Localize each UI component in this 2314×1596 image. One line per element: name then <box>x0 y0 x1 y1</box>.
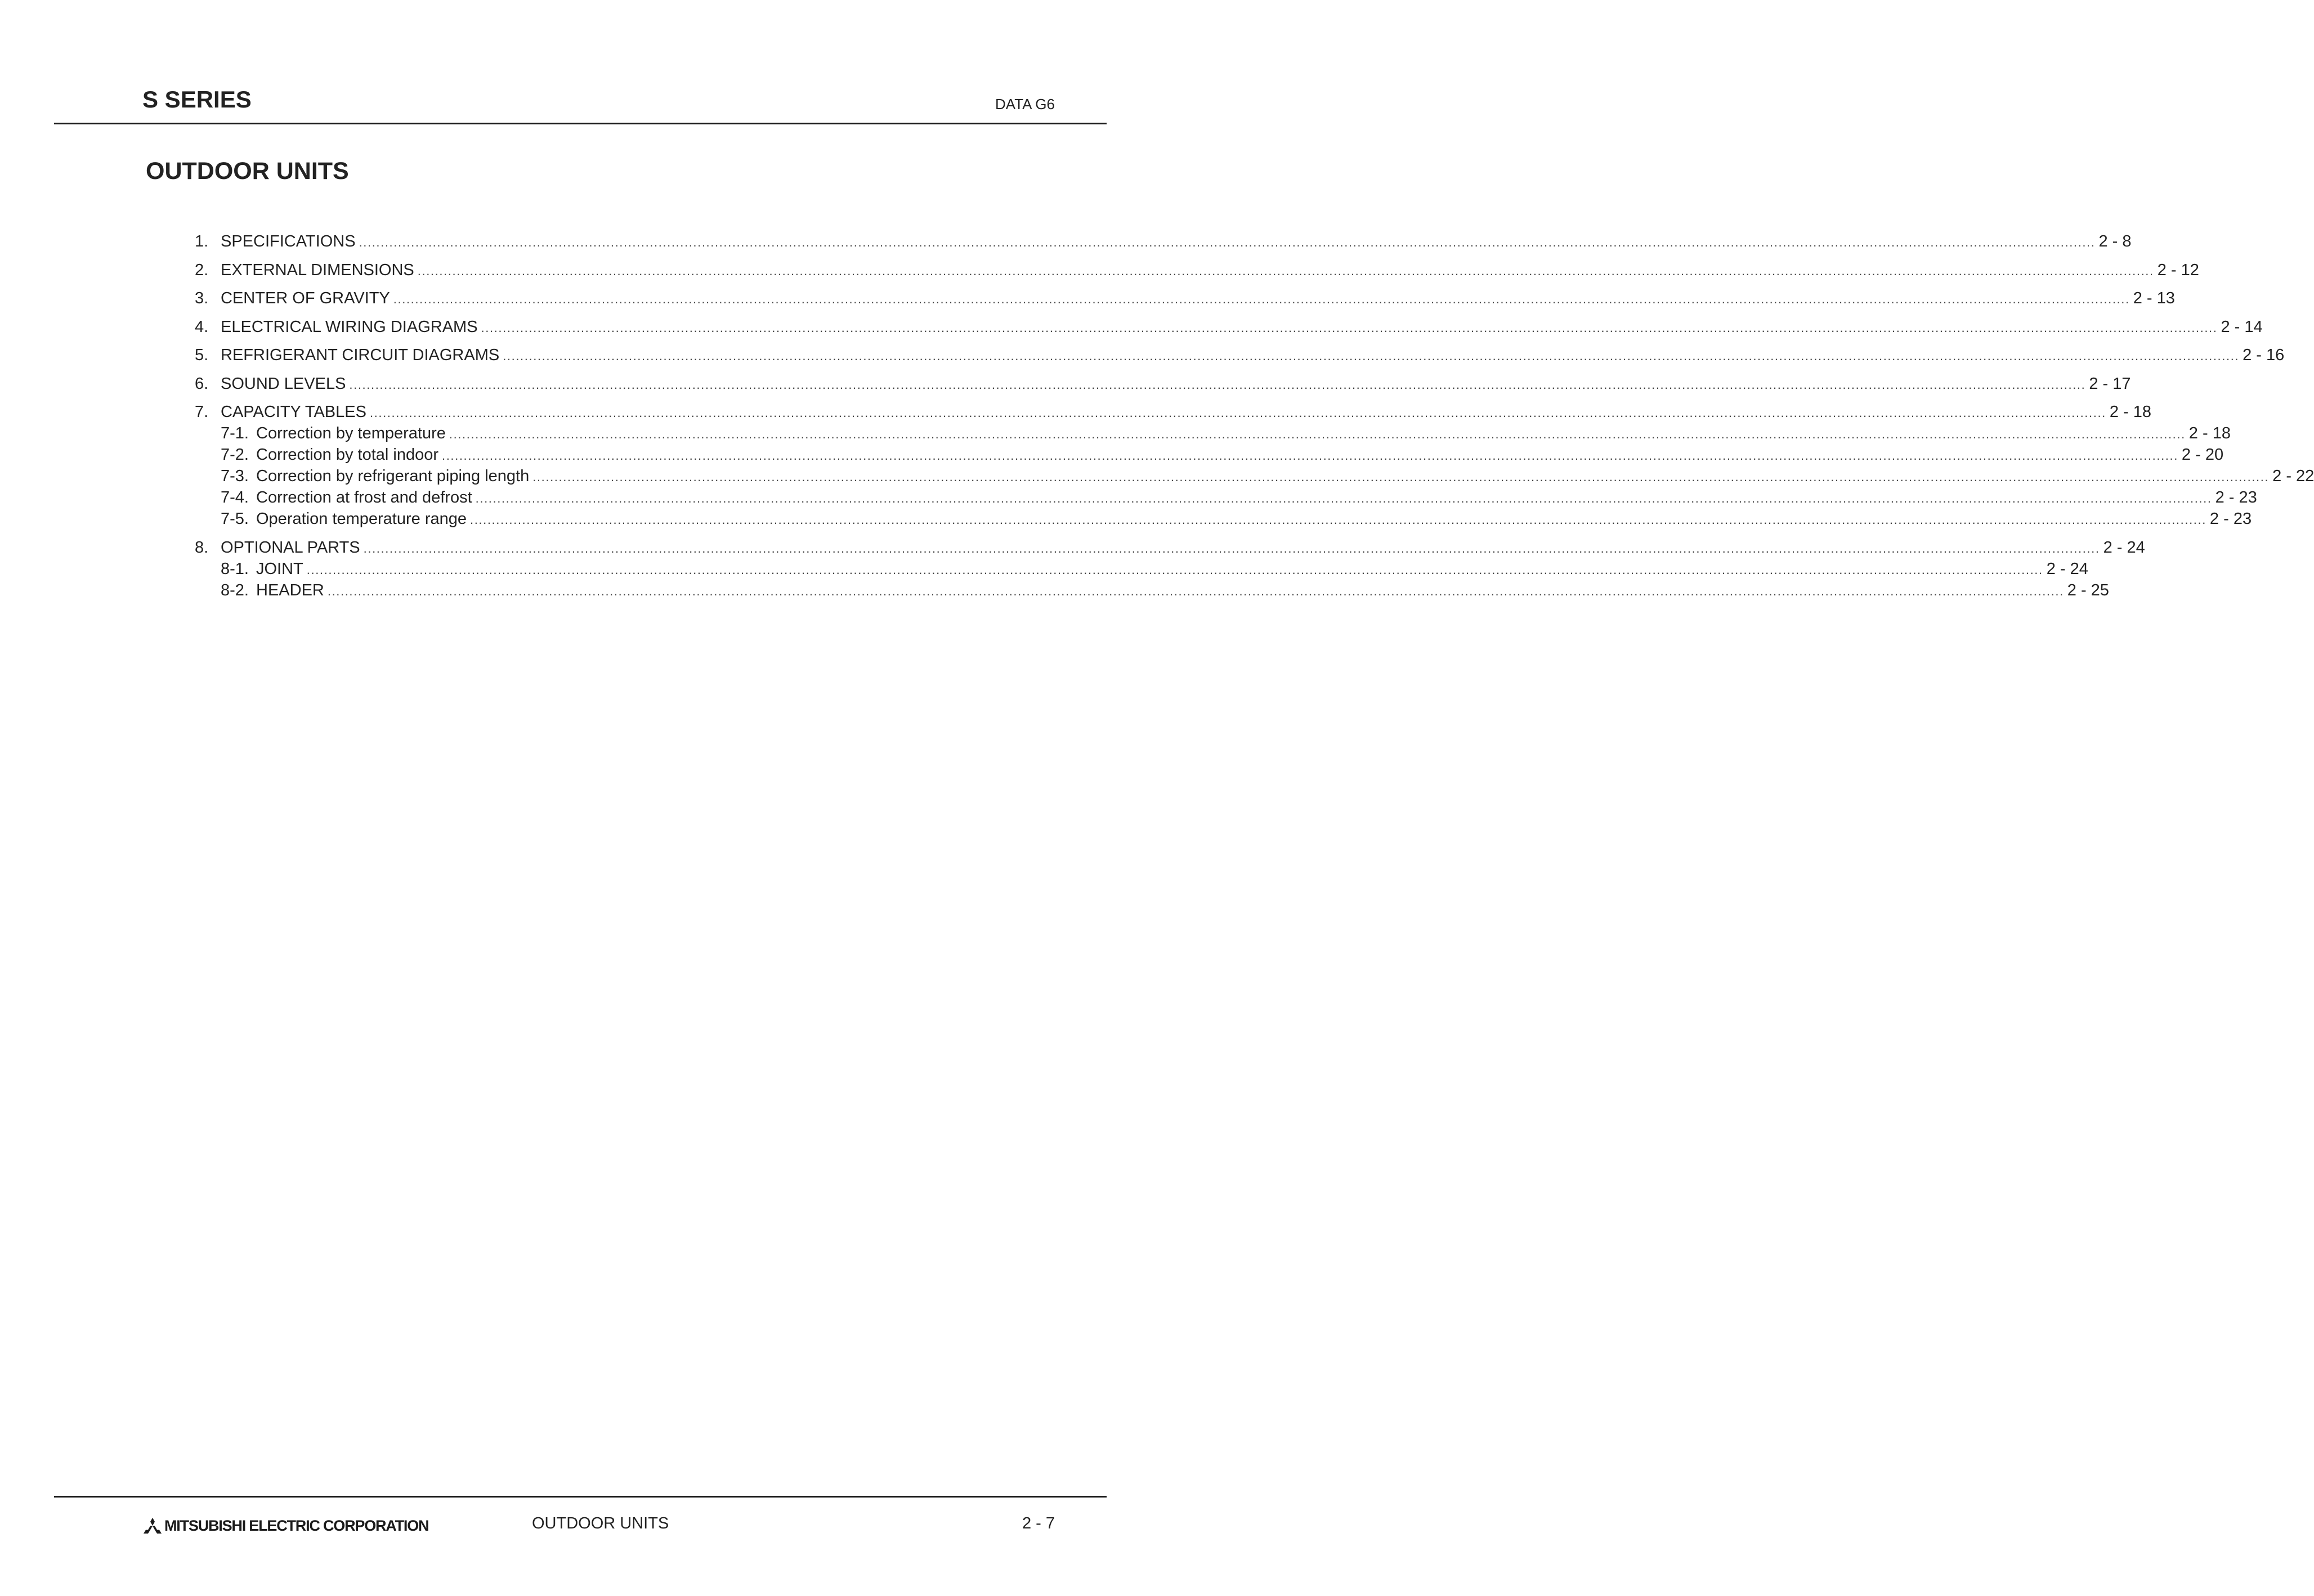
toc-leader-dots: ................................................................................................................................................................................................................................................................................................................................................................................................................ <box>306 562 2043 577</box>
toc-label: HEADER <box>256 581 324 599</box>
table-of-contents <box>195 231 2314 601</box>
company-name: MITSUBISHI ELECTRIC CORPORATION <box>164 1517 429 1534</box>
toc-label: CAPACITY TABLES <box>221 403 366 421</box>
toc-leader-dots: ................................................................................................................................................................................................................................................................................................................................................................................................................ <box>449 427 2186 441</box>
toc-label: REFRIGERANT CIRCUIT DIAGRAMS <box>221 346 500 364</box>
toc-entry-refrigerant-circuit-diagrams[interactable] <box>195 344 2285 366</box>
toc-number: 7. <box>195 403 209 421</box>
toc-leader-dots: ................................................................................................................................................................................................................................................................................................................................................................................................................ <box>363 541 2100 555</box>
toc-label: Correction by refrigerant piping length <box>256 467 530 485</box>
toc-page-number: 2 - 25 <box>2067 581 2109 599</box>
toc-page-number: 2 - 22 <box>2272 467 2314 485</box>
toc-label: JOINT <box>256 559 303 578</box>
toc-page-number: 2 - 13 <box>2133 289 2175 307</box>
toc-entry-specifications[interactable] <box>195 231 2132 252</box>
toc-entry-external-dimensions[interactable] <box>195 259 2199 281</box>
toc-page-number: 2 - 18 <box>2109 403 2152 421</box>
toc-page-number: 2 - 16 <box>2243 346 2285 364</box>
toc-number: 6. <box>195 374 209 393</box>
toc-label: OPTIONAL PARTS <box>221 538 360 557</box>
toc-number: 7-1. <box>221 424 249 442</box>
toc-entry-optional-parts[interactable] <box>195 537 2145 558</box>
toc-label: CENTER OF GRAVITY <box>221 289 390 307</box>
toc-number: 8. <box>195 538 209 557</box>
toc-leader-dots: ................................................................................................................................................................................................................................................................................................................................................................................................................ <box>532 470 2270 484</box>
toc-leader-dots: ................................................................................................................................................................................................................................................................................................................................................................................................................ <box>475 491 2212 505</box>
data-label: DATA G6 <box>995 96 1055 113</box>
toc-number: 4. <box>195 317 209 336</box>
toc-page-number: 2 - 20 <box>2181 446 2224 464</box>
toc-entry-electrical-wiring-diagrams[interactable] <box>195 316 2263 338</box>
toc-number: 8-2. <box>221 581 249 599</box>
toc-leader-dots: ................................................................................................................................................................................................................................................................................................................................................................................................................ <box>442 449 2178 463</box>
page-header <box>54 84 1107 124</box>
toc-page-number: 2 - 17 <box>2089 374 2131 393</box>
toc-label: Correction at frost and defrost <box>256 488 472 506</box>
toc-entry-center-of-gravity[interactable] <box>195 288 2175 309</box>
toc-label: SPECIFICATIONS <box>221 232 356 250</box>
toc-page-number: 2 - 12 <box>2157 261 2199 279</box>
toc-label: EXTERNAL DIMENSIONS <box>221 261 414 279</box>
toc-page-number: 2 - 24 <box>2046 559 2088 578</box>
company-logo <box>143 1514 428 1537</box>
toc-subentry-operation-temperature-range[interactable] <box>195 508 2252 530</box>
three-diamonds-logo-icon <box>143 1517 162 1534</box>
section-title: OUTDOOR UNITS <box>146 158 349 185</box>
toc-page-number: 2 - 23 <box>2209 510 2252 528</box>
toc-number: 1. <box>195 232 209 250</box>
toc-entry-capacity-tables[interactable] <box>195 401 2152 423</box>
toc-subentry-joint[interactable] <box>195 558 2088 580</box>
toc-label: ELECTRICAL WIRING DIAGRAMS <box>221 317 478 336</box>
toc-number: 3. <box>195 289 209 307</box>
toc-entry-sound-levels[interactable] <box>195 373 2131 394</box>
toc-leader-dots: ................................................................................................................................................................................................................................................................................................................................................................................................................ <box>349 377 2086 392</box>
toc-subentry-correction-by-total-indoor[interactable] <box>195 444 2224 465</box>
toc-page-number: 2 - 18 <box>2188 424 2231 442</box>
toc-page-number: 2 - 14 <box>2221 317 2263 336</box>
toc-leader-dots: ................................................................................................................................................................................................................................................................................................................................................................................................................ <box>503 349 2240 363</box>
page-footer <box>54 1496 1107 1548</box>
toc-number: 7-2. <box>221 446 249 464</box>
toc-leader-dots: ................................................................................................................................................................................................................................................................................................................................................................................................................ <box>369 406 2106 420</box>
toc-leader-dots: ................................................................................................................................................................................................................................................................................................................................................................................................................ <box>327 584 2064 598</box>
footer-section-name: OUTDOOR UNITS <box>532 1514 669 1532</box>
toc-number: 2. <box>195 261 209 279</box>
toc-number: 7-5. <box>221 510 249 528</box>
toc-number: 5. <box>195 346 209 364</box>
toc-leader-dots: ................................................................................................................................................................................................................................................................................................................................................................................................................ <box>481 320 2218 335</box>
toc-leader-dots: ................................................................................................................................................................................................................................................................................................................................................................................................................ <box>393 292 2130 306</box>
toc-number: 8-1. <box>221 559 249 578</box>
toc-subentry-correction-by-piping-length[interactable] <box>195 465 2314 487</box>
toc-leader-dots: ................................................................................................................................................................................................................................................................................................................................................................................................................ <box>359 235 2096 249</box>
toc-page-number: 2 - 23 <box>2215 488 2257 506</box>
toc-number: 7-4. <box>221 488 249 506</box>
toc-number: 7-3. <box>221 467 249 485</box>
toc-page-number: 2 - 8 <box>2098 232 2132 250</box>
toc-label: Operation temperature range <box>256 510 467 528</box>
toc-subentry-header[interactable] <box>195 580 2109 601</box>
footer-page-number: 2 - 7 <box>1022 1514 1055 1532</box>
toc-page-number: 2 - 24 <box>2103 538 2145 557</box>
toc-leader-dots: ................................................................................................................................................................................................................................................................................................................................................................................................................ <box>470 513 2206 527</box>
toc-label: Correction by total indoor <box>256 446 438 464</box>
toc-label: SOUND LEVELS <box>221 374 346 393</box>
toc-subentry-correction-by-temperature[interactable] <box>195 423 2231 444</box>
series-title: S SERIES <box>142 86 252 113</box>
toc-subentry-correction-frost-defrost[interactable] <box>195 487 2257 508</box>
toc-label: Correction by temperature <box>256 424 446 442</box>
toc-leader-dots: ................................................................................................................................................................................................................................................................................................................................................................................................................ <box>417 263 2154 278</box>
